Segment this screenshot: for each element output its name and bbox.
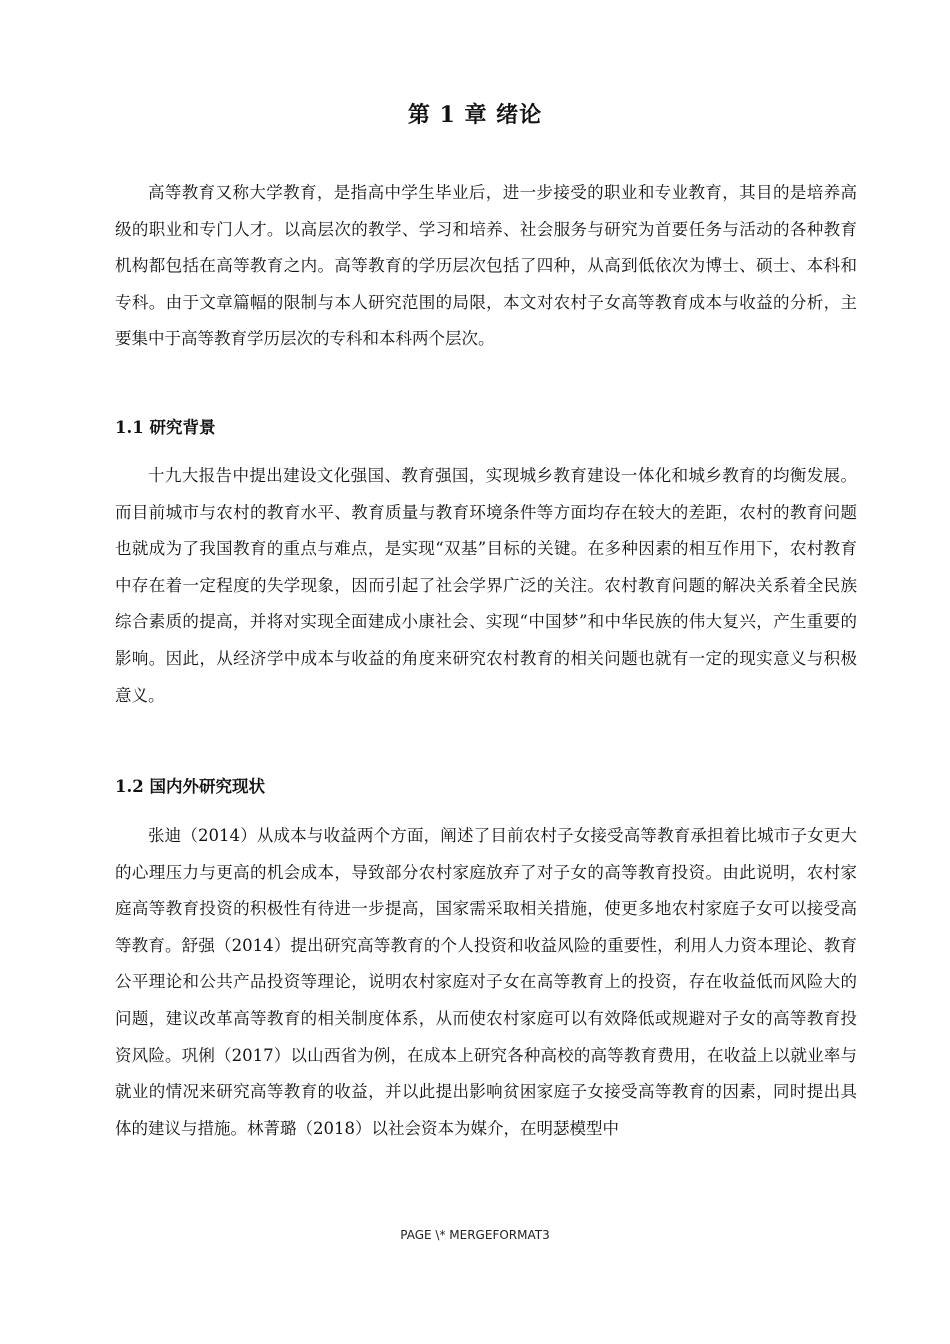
chapter-title: 第 1 章 绪论 — [407, 102, 543, 128]
intro-paragraph: 高等教育又称大学教育，是指高中学生毕业后，进一步接受的职业和专业教育，其目的是培养高级的职业和专门人才。以高层次的教学、学习和培养、社会服务与研究为首要任务与活动的各种教育机构都包括在高等教育之内。高等教育的学历层次包括了四种，从高到低依次为博士、硕士、本科和专科。由于文章篇幅的限制与本人研究范围的局限，本文对农村子女高等教育成本与收益的分析，主要集中于高等教育学历层次的专科和本科两个层次。 — [115, 183, 857, 349]
background-paragraph: 十九大报告中提出建设文化强国、教育强国，实现城乡教育建设一体化和城乡教育的均衡发展。而目前城市与农村的教育水平、教育质量与教育环境条件等方面均存在较大的差距，农村的教育问题也就成为了我国教育的重点与难点，是实现“双基”目标的关键。在多种因素的相互作用下，农村教育中存在着一定程度的失学现象，因而引起了社会学界广泛的关注。农村教育问题的解决关系着全民族综合素质的提高，并将对实现全面建成小康社会、实现“中国梦”和中华民族的伟大复兴，产生重要的影响。因此，从经济学中成本与收益的角度来研究农村教育的相关问题也就有一定的现实意义与积极意义。 — [115, 466, 857, 705]
page-footer: PAGE \* MERGEFORMAT3 — [400, 1228, 550, 1242]
research-status-paragraph: 张迪（2014）从成本与收益两个方面，阐述了目前农村子女接受高等教育承担着比城市子女更大的心理压力与更高的机会成本，导致部分农村家庭放弃了对子女的高等教育投资。由此说明，农村家庭高等教育投资的积极性有待进一步提高，国家需采取相关措施，使更多地农村家庭子女可以接受高等教育。舒强（2014）提出研究高等教育的个人投资和收益风险的重要性，利用人力资本理论、教育公平理论和公共产品投资等理论，说明农村家庭对子女在高等教育上的投资，存在收益低而风险大的问题，建议改革高等教育的相关制度体系，从而使农村家庭可以有效降低或规避对子女的高等教育投资风险。巩俐（2017）以山西省为例，在成本上研究各种高校的高等教育费用，在收益上以就业率与就业的情况来研究高等教育的收益，并以此提出影响贫困家庭子女接受高等教育的因素，同时提出具体的建议与措施。林菁璐（2018）以社会资本为媒介，在明瑟模型中 — [115, 826, 857, 1138]
section-heading-background: 1.1 研究背景 — [115, 418, 216, 437]
section-heading-research-status: 1.2 国内外研究现状 — [115, 777, 265, 796]
